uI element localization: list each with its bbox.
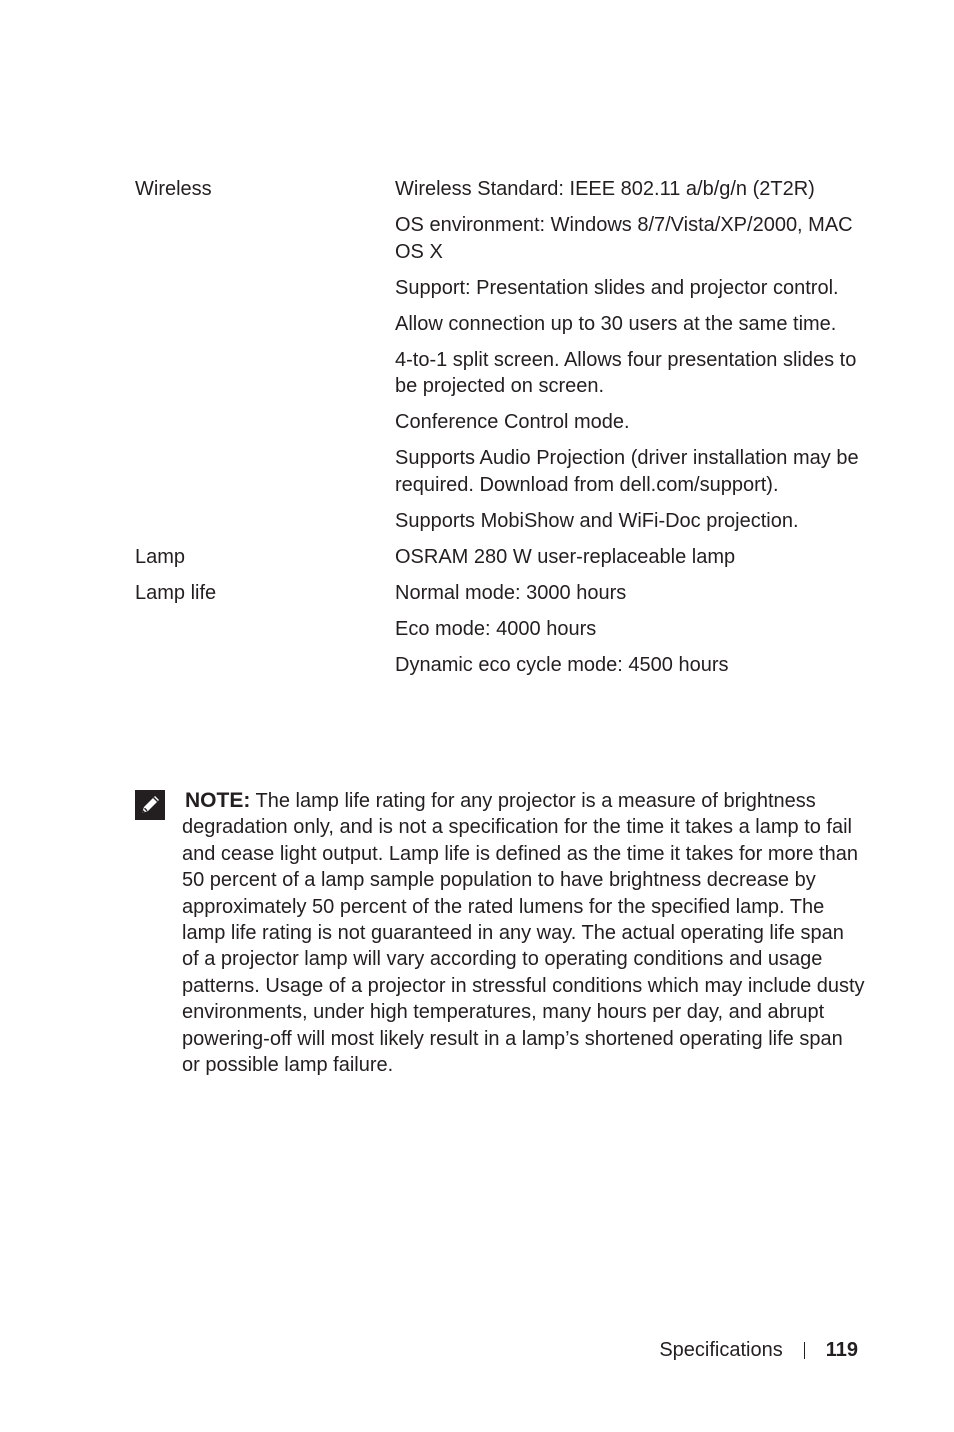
spec-label: Lamp life <box>135 581 217 604</box>
spec-label: Wireless <box>135 178 212 200</box>
spec-value: 4-to-1 split screen. Allows four presentation slides to be projected on screen. <box>395 348 857 397</box>
footer-section-title: Specifications <box>659 1339 783 1361</box>
spec-value: Support: Presentation slides and projector control. <box>395 276 839 299</box>
spec-row-wireless <box>135 176 865 544</box>
spec-table <box>135 176 865 688</box>
spec-values <box>395 544 865 580</box>
spec-value: OSRAM 280 W user-replaceable lamp <box>395 545 736 568</box>
footer-separator <box>804 1342 805 1359</box>
spec-value: Allow connection up to 30 users at the same time. <box>395 312 837 335</box>
spec-value: Normal mode: 3000 hours <box>395 581 627 604</box>
note-body: The lamp life rating for any projector is a measure of brightness degradation only, and is not a specification for the time it takes a lamp to fail and cease light output. Lamp life is defined as the time it takes for more than 50 percent of a lamp sample population to have brightness decrease by approximately 50 percent of the rated lumens for the specified lamp. The lamp life rating is not guaranteed in any way. The actual operating life span of a projector lamp will vary according to operating conditions and usage patterns. Usage of a projector in stressful conditions which may include dusty environments, under high temperatures, many hours per day, and abrupt powering-off will most likely result in a lamp’s shortened operating life span or possible lamp failure. <box>182 790 865 1077</box>
note-heading: NOTE: <box>185 789 251 812</box>
spec-value: Eco mode: 4000 hours <box>395 617 597 640</box>
spec-value: OS environment: Windows 8/7/Vista/XP/2000, MAC OS X <box>395 214 853 263</box>
spec-row-lamp-life <box>135 580 865 688</box>
spec-value: Supports MobiShow and WiFi-Doc projection. <box>395 509 799 532</box>
spec-value: Conference Control mode. <box>395 411 630 433</box>
spec-value: Supports Audio Projection (driver installation may be required. Download from dell.com/support). <box>395 447 859 496</box>
spec-value: Wireless Standard: IEEE 802.11 a/b/g/n (2T2R) <box>395 178 815 200</box>
spec-value: Dynamic eco cycle mode: 4500 hours <box>395 653 729 676</box>
spec-label: Lamp <box>135 545 186 568</box>
note-pencil-icon <box>135 790 165 820</box>
spec-row-lamp <box>135 544 865 580</box>
page-number: 119 <box>825 1339 858 1361</box>
note-text <box>182 788 866 1078</box>
spec-values <box>395 176 865 544</box>
spec-values <box>395 580 865 688</box>
note-block <box>135 788 865 1078</box>
page-footer <box>659 1337 858 1363</box>
